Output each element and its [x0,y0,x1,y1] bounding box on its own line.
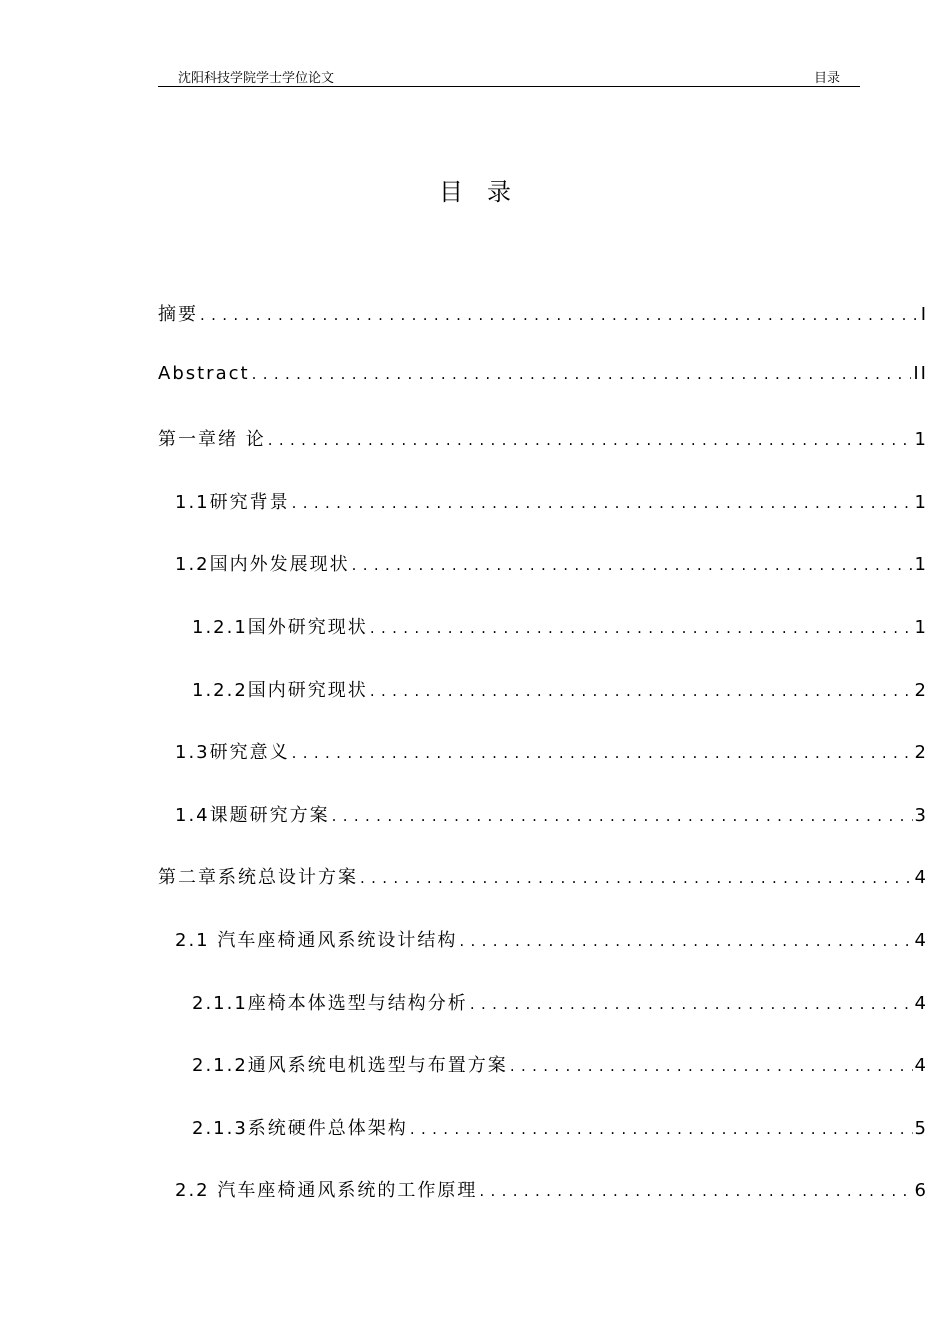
toc-entry[interactable] [175,1176,928,1206]
toc-entry[interactable] [192,989,928,1019]
toc-leader-dots [268,429,913,450]
toc-leader-dots [470,993,913,1014]
toc-entry-label: 1.2国内外发展现状 [175,554,350,576]
toc-entry-label: 1.2.2国内研究现状 [192,679,368,701]
toc-entry-page: II [913,362,928,384]
toc-entry-label: 第一章绪 论 [158,429,266,451]
toc-entry-page: 1 [914,491,928,513]
toc-leader-dots [510,1055,913,1076]
toc-entry-label: 1.3研究意义 [175,742,290,764]
toc-entry[interactable] [175,488,928,518]
toc-entry-page: 6 [914,1180,928,1202]
toc-leader-dots [292,492,913,513]
toc-entry[interactable] [158,300,928,330]
toc-entry-page: 2 [914,742,928,764]
toc-entry-page: 4 [914,867,928,889]
header-section-name: 目录 [813,71,840,86]
toc-entry-label: 1.4课题研究方案 [175,804,330,826]
toc-entry[interactable] [192,676,928,706]
toc-entry[interactable] [158,863,928,893]
toc-leader-dots [352,554,913,575]
toc-leader-dots [370,680,913,701]
toc-entry-label: 1.1研究背景 [175,491,290,513]
toc-entry-page: I [920,304,928,325]
toc-leader-dots [292,742,913,763]
toc-entry-page: 4 [914,1055,928,1077]
toc-entry[interactable] [192,1051,928,1081]
toc-entry[interactable] [175,926,928,956]
toc-entry[interactable] [175,738,928,768]
toc-entry-page: 3 [914,804,928,826]
toc-entry-label: 2.1.1座椅本体选型与结构分析 [192,992,468,1014]
toc-entry-label: 1.2.1国外研究现状 [192,617,368,638]
toc-entry-page: 1 [914,617,928,638]
toc-leader-dots [332,805,913,826]
header-thesis-name: 沈阳科技学院学士学位论文 [178,71,335,86]
toc-entry-label: 第二章系统总设计方案 [158,867,358,889]
toc-leader-dots [252,363,912,384]
toc-entry-label: 2.2 汽车座椅通风系统的工作原理 [175,1180,478,1202]
toc-leader-dots [370,617,913,638]
page-title: 目录 [439,178,535,206]
toc-entry-page: 4 [914,930,928,951]
toc-leader-dots [459,930,912,951]
toc-entry[interactable] [158,363,928,393]
toc-entry-page: 5 [914,1117,928,1139]
toc-entry-label: 2.1.2通风系统电机选型与布置方案 [192,1055,508,1077]
toc-entry-label: Abstract [158,362,250,384]
toc-entry[interactable] [192,613,928,643]
toc-entry[interactable] [192,1114,928,1144]
page-header [158,64,860,87]
toc-entry[interactable] [175,550,928,580]
toc-leader-dots [360,867,913,888]
toc-entry-label: 2.1 汽车座椅通风系统设计结构 [175,930,458,951]
toc-leader-dots [479,1180,912,1201]
toc-entry[interactable] [175,801,928,831]
toc-entry-page: 2 [914,679,928,701]
toc-leader-dots [200,304,919,325]
toc-entry-label: 摘要 [158,304,198,325]
toc-entry[interactable] [158,425,928,455]
toc-entry-page: 1 [914,554,928,576]
toc-entry-page: 4 [914,992,928,1014]
toc-entry-label: 2.1.3系统硬件总体架构 [192,1117,408,1139]
toc-entry-page: 1 [914,429,928,451]
toc-leader-dots [410,1118,913,1139]
